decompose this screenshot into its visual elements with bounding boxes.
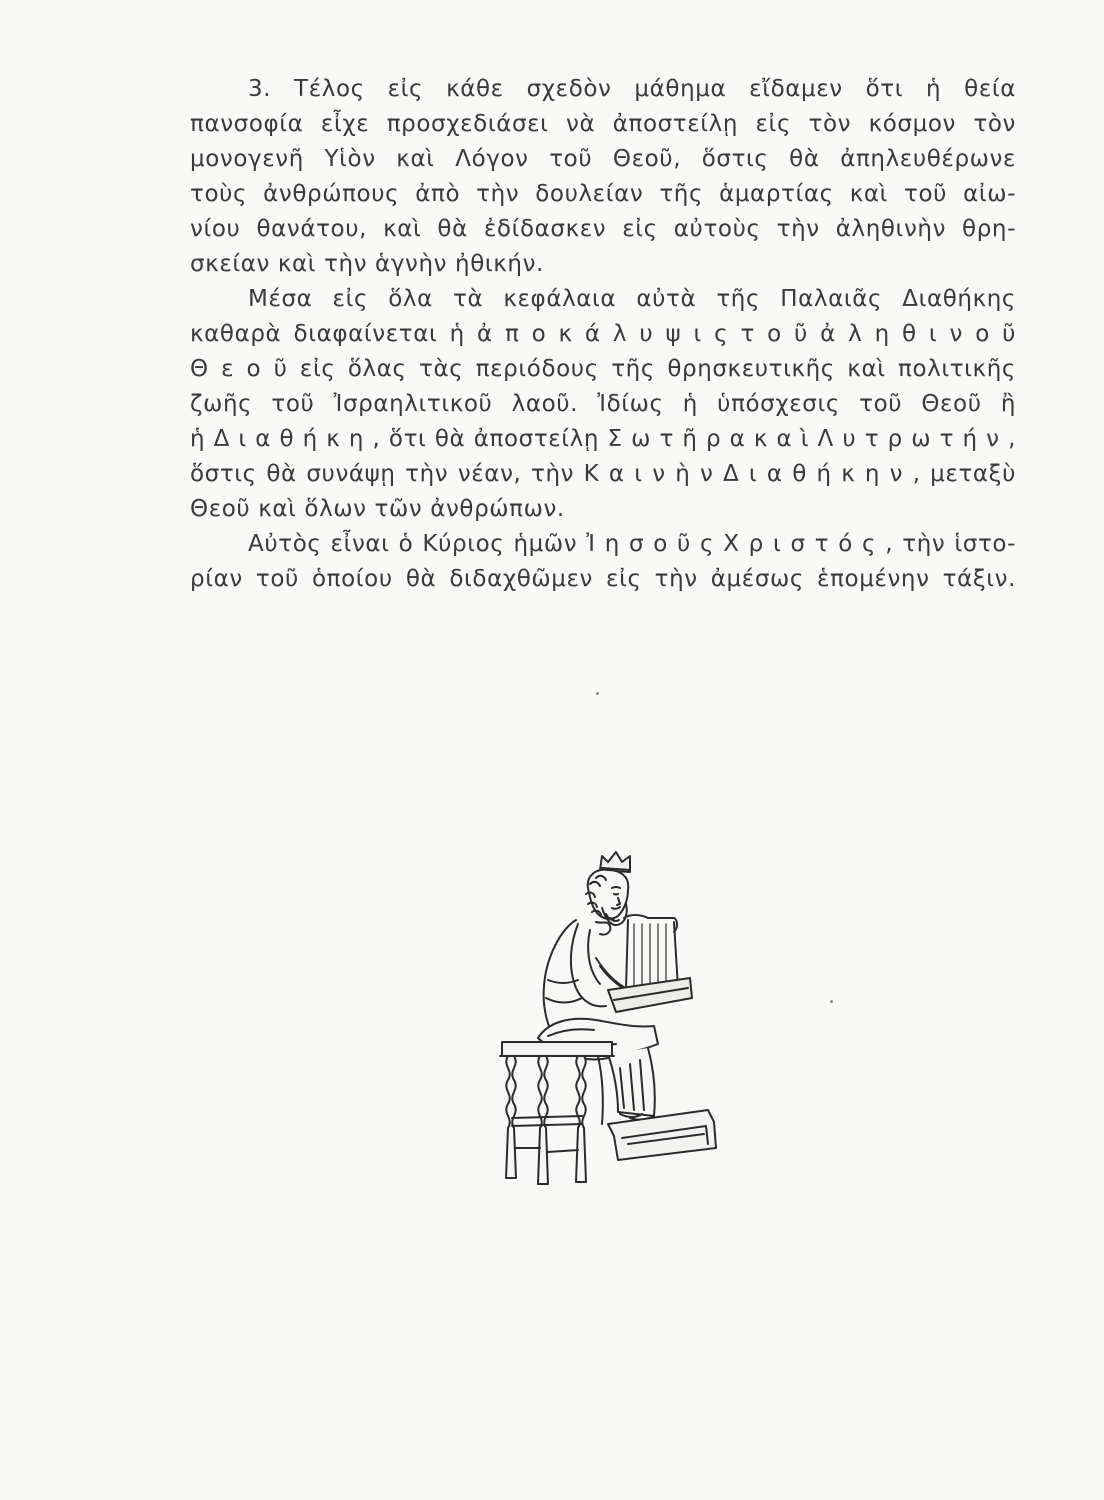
text-line: Αὐτὸς εἶναι ὁ Κύριος ἡμῶν Ἰ η σ ο ῦ ς Χ ρ ι σ τ ό ς , τὴν ἱστο- — [248, 531, 1016, 557]
paragraph-2 — [190, 282, 1016, 527]
text-line: ζωῆς τοῦ Ἰσραηλιτικοῦ λαοῦ. Ἰδίως ἡ ὑπόσχεσις τοῦ Θεοῦ ἢ — [190, 391, 1016, 417]
text-line: Θ ε ο ῦ εἰς ὅλας τὰς περιόδους τῆς θρησκευτικῆς καὶ πολιτικῆς — [190, 356, 1016, 382]
text-line: ὅστις θὰ συνάψῃ τὴν νέαν, τὴν Κ α ι ν ὴ ν Δ ι α θ ή κ η ν , μεταξὺ — [190, 461, 1016, 487]
body-text — [190, 72, 1016, 597]
text-line: ρίαν τοῦ ὁποίου θὰ διδαχθῶμεν εἰς τὴν ἀμέσως ἑπομένην τάξιν. — [190, 566, 1016, 592]
text-line: ἡ Δ ι α θ ή κ η , ὅτι θὰ ἀποστείλῃ Σ ω τ ῆ ρ α κ α ὶ Λ υ τ ρ ω τ ή ν , — [190, 426, 1016, 452]
text-line: πανσοφία εἶχε προσχεδιάσει νὰ ἀποστείλῃ εἰς τὸν κόσμον τὸν — [190, 111, 1016, 137]
text-line: τοὺς ἀνθρώπους ἀπὸ τὴν δουλείαν τῆς ἁμαρτίας καὶ τοῦ αἰω- — [190, 181, 1016, 207]
print-speck — [830, 1000, 833, 1003]
print-speck — [596, 692, 599, 695]
text-line: νίου θανάτου, καὶ θὰ ἐδίδασκεν εἰς αὐτοὺς τὴν ἀληθινὴν θρη- — [190, 216, 1016, 242]
text-line: Μέσα εἰς ὅλα τὰ κεφάλαια αὐτὰ τῆς Παλαιᾶς Διαθήκης — [248, 286, 1016, 312]
text-line: 3. Τέλος εἰς κάθε σχεδὸν μάθημα εἴδαμεν ὅτι ἡ θεία — [248, 76, 1016, 102]
text-line: σκείαν καὶ τὴν ἁγνὴν ἠθικήν. — [190, 251, 544, 277]
seated-psalmist-with-harp-illustration — [478, 848, 734, 1208]
text-line: μονογενῆ Υἱὸν καὶ Λόγον τοῦ Θεοῦ, ὅστις θὰ ἀπηλευθέρωνε — [190, 146, 1016, 172]
text-line: καθαρὰ διαφαίνεται ἡ ἀ π ο κ ά λ υ ψ ι ς τ ο ῦ ἀ λ η θ ι ν ο ῦ — [190, 321, 1016, 347]
paragraph-3 — [190, 527, 1016, 597]
text-line: Θεοῦ καὶ ὅλων τῶν ἀνθρώπων. — [190, 496, 565, 522]
paragraph-1 — [190, 72, 1016, 282]
